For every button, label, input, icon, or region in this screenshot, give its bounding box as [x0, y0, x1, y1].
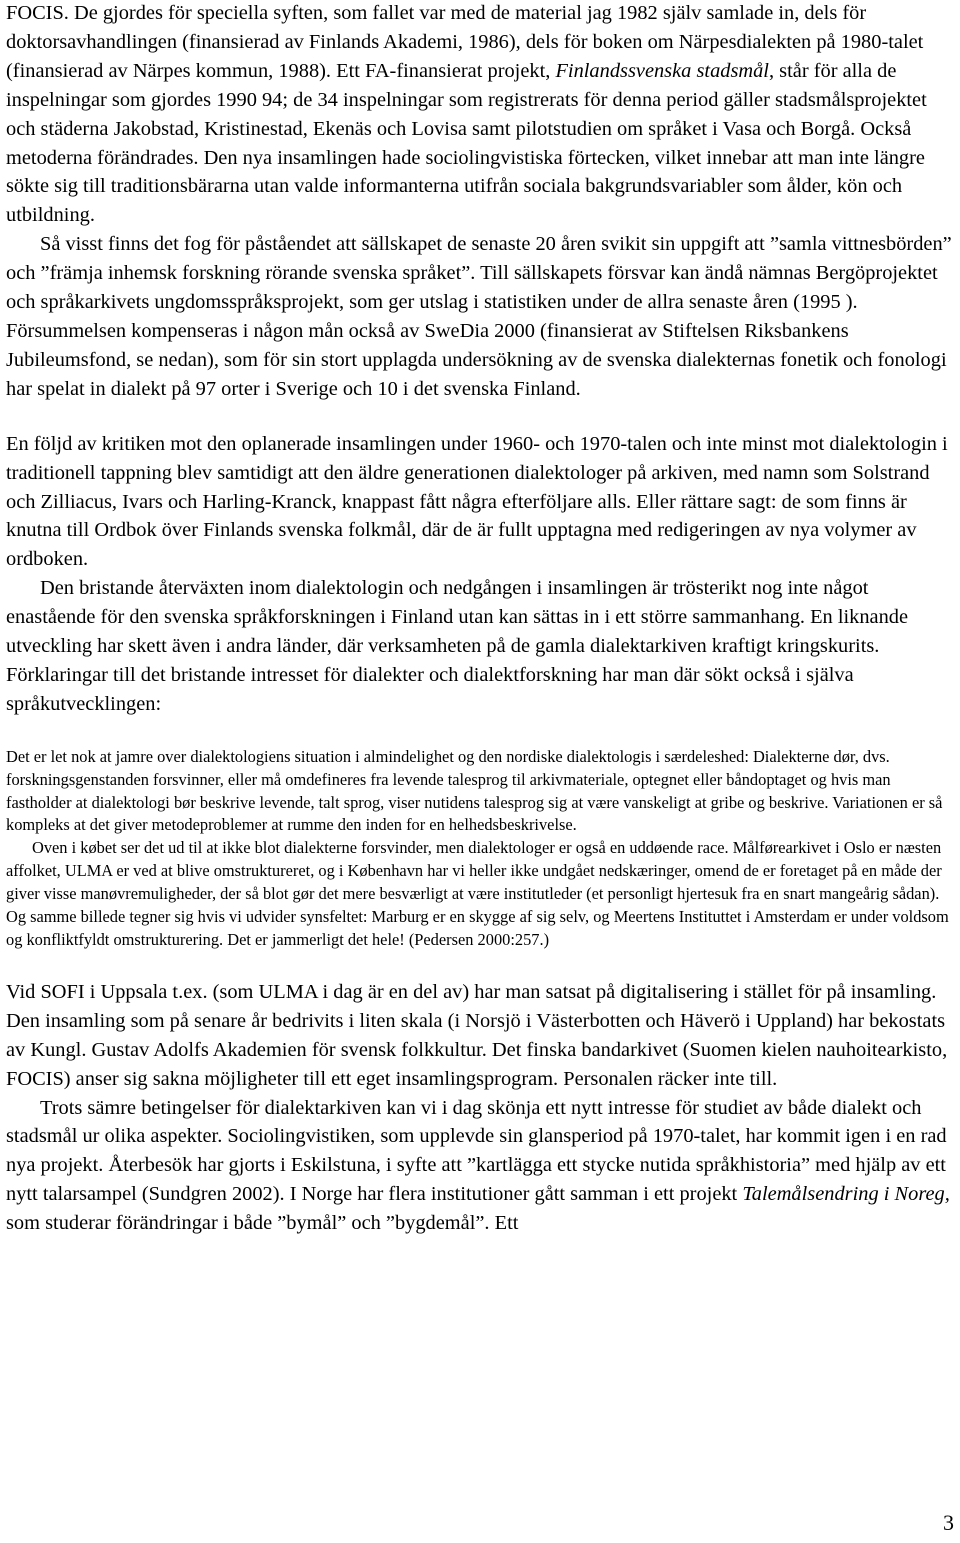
paragraph-sofi: Vid SOFI i Uppsala t.ex. (som ULMA i dag är en del av) har man satsat på digitalisering i stället för på insamling. Den insamling som på senare år bedrivits i liten skala (i Norsjö i Västerbotten och Häverö i Uppland) har bekostats av Kungl. Gustav Adolfs Akademien för svensk folkkultur. Det finska bandarkivet (Suomen kielen nauhoitearkisto, FOCIS) anser sig sakna möjligheter till ett eget insamlingsprogram. Personalen räcker inte till. [6, 980, 948, 1090]
paragraph-trots-text-start: Trots sämre betingelser för dialektarkiven kan vi i dag skönja ett nytt intresse för studiet av både dialekt och stadsmål ur olika aspekter. Sociolingvistiken, som upplevde sin glansperiod på 1970-talet, har kommit igen i en rad nya projekt. Återbesök har gjorts i Eskilstuna, i syfte att ”kartlägga ett stycke nutida språkhistoria” med hjälp av ett nytt talarsampel (Sundgren 2002). I Norge har flera institutioner gått samman i ett projekt [6, 1096, 947, 1206]
project-title-talemalsendring: Talemålsendring i Noreg, [742, 1183, 950, 1206]
block-quote-pedersen [6, 746, 956, 952]
document-page [6, 0, 956, 1238]
page-number: 3 [943, 1510, 954, 1535]
paragraph-focis-text-start: FOCIS. De gjordes för speciella syften, som fallet var med de material jag 1982 själv samlade in, dels för doktorsavhandlingen (finansierad av Finlands Akademi, 1986), dels för boken om Närpesdialekten på 1980-talet (finansierad av Närpes kommun, 1988). Ett FA-finansierat projekt, [6, 2, 924, 82]
quote-paragraph-dialektologiens: Det er let nok at jamre over dialektologiens situation i almindelighet og den nordiske dialektologis i særdeleshed: Dialekterne dør, dvs. forskningsgenstanden forsvinner, eller må omdefineres fra levende talesprog til arkivmateriale, optegnet eller båndoptaget og hvis man fastholder at dialektologi bør beskrive levende, talt sprog, viser nutidens talesprog sig at være vanskeligt at gribe og beskrive. Variationen er så kompleks at det giver metodeproblemer at rumme den inden for en helhedsbeskrivelse. [6, 746, 943, 835]
paragraph-aterväxten: Den bristande återväxten inom dialektologin och nedgången i insamlingen är trösterikt nog inte något enastående för den svenska språkforskningen i Finland utan kan sättas in i ett större sammanhang. En liknande utveckling har skett även i andra länder, där verksamheten på de gamla dialektarkiven kraftigt kringskurits. Förklaringar till det bristande intresset för dialekter och dialektforskning har man där sökt också i själva språkutvecklingen: [6, 577, 909, 715]
section-sofi [6, 978, 956, 1238]
project-title-finlandssvenska-stadsmal: Finlandssvenska stadsmål [555, 59, 769, 82]
paragraph-kritiken: En följd av kritiken mot den oplanerade insamlingen under 1960- och 1970-talen och inte minst mot dialektologin i traditionell tappning blev samtidigt att den äldre generationen dialektologer på arkiven, med namn som Solstrand och Zilliacus, Ivars och Harling-Kranck, knappast fått några efterföljare alls. Eller rättare sagt: de som finns är knutna till Ordbok över Finlands svenska folkmål, där de är fullt upptagna med redigeringen av nya volymer av ordboken. [6, 432, 948, 571]
paragraph-sallskapet: Så visst finns det fog för påståendet att sällskapet de senaste 20 åren svikit sin uppgift att ”samla vittnesbörden” och ”främja inhemsk forskning rörande svenska språket”. Till sällskapets försvar kan ändå nämnas Bergöprojektet och språkarkivets ungdomsspråksprojekt, som ger utslag i statistiken under de allra senaste åren (1995 ). Försummelsen kompenseras i någon mån också av SweDia 2000 (finansierat av Stiftelsen Riksbankens Jubileumsfond, se nedan), som för sin stort upplagda undersökning av de svenska dialekternas fonetik och fonologi har spelat in dialekt på 97 orter i Sverige och 10 i det svenska Finland. [6, 233, 952, 400]
paragraph-focis [6, 0, 956, 230]
paragraph-focis-text-end: , står för alla de inspelningar som gjordes 1990 94; de 34 inspelningar som registrerats för denna period gäller stadsmålsprojektet och städerna Jakobstad, Kristinestad, Ekenäs och Lovisa samt pilotstudien om språket i Vasa och Borgå. Också metoderna förändrades. Den nya insamlingen hade sociolingvistiska förtecken, vilket innebar att man inte längre sökte sig till traditionsbärarna utan valde informanterna utifrån sociala bakgrundsvariabler som ålder, kön och utbildning. [6, 59, 927, 227]
section-stadsmal [6, 0, 956, 404]
section-kritiken [6, 430, 956, 719]
paragraph-trots [6, 1094, 956, 1239]
quote-paragraph-oven-i-kobet: Oven i købet ser det ud til at ikke blot dialekterne forsvinder, men dialektologer er også en uddøende race. Målførearkivet i Oslo er næsten affolket, ULMA er ved at blive omstruktureret, og i København har vi heller ikke undgået nedskæringer, omend de er foretaget på en måde der giver visse manøvremuligheder, der så blot gør det mere besværligt at være institutleder (et personligt hjertesuk fra en snart mangeårig sådan). Og samme billede tegner sig hvis vi udvider synsfeltet: Marburg er en skygge af sig selv, og Meertens Instituttet i Amsterdam er under voldsom og konfliktfyldt omstrukturering. Det er jammerligt det hele! (Pedersen 2000:257.) [6, 838, 949, 949]
paragraph-trots-text-end: som studerar förändringar i både ”bymål” och ”bygdemål”. Ett [6, 1212, 519, 1235]
